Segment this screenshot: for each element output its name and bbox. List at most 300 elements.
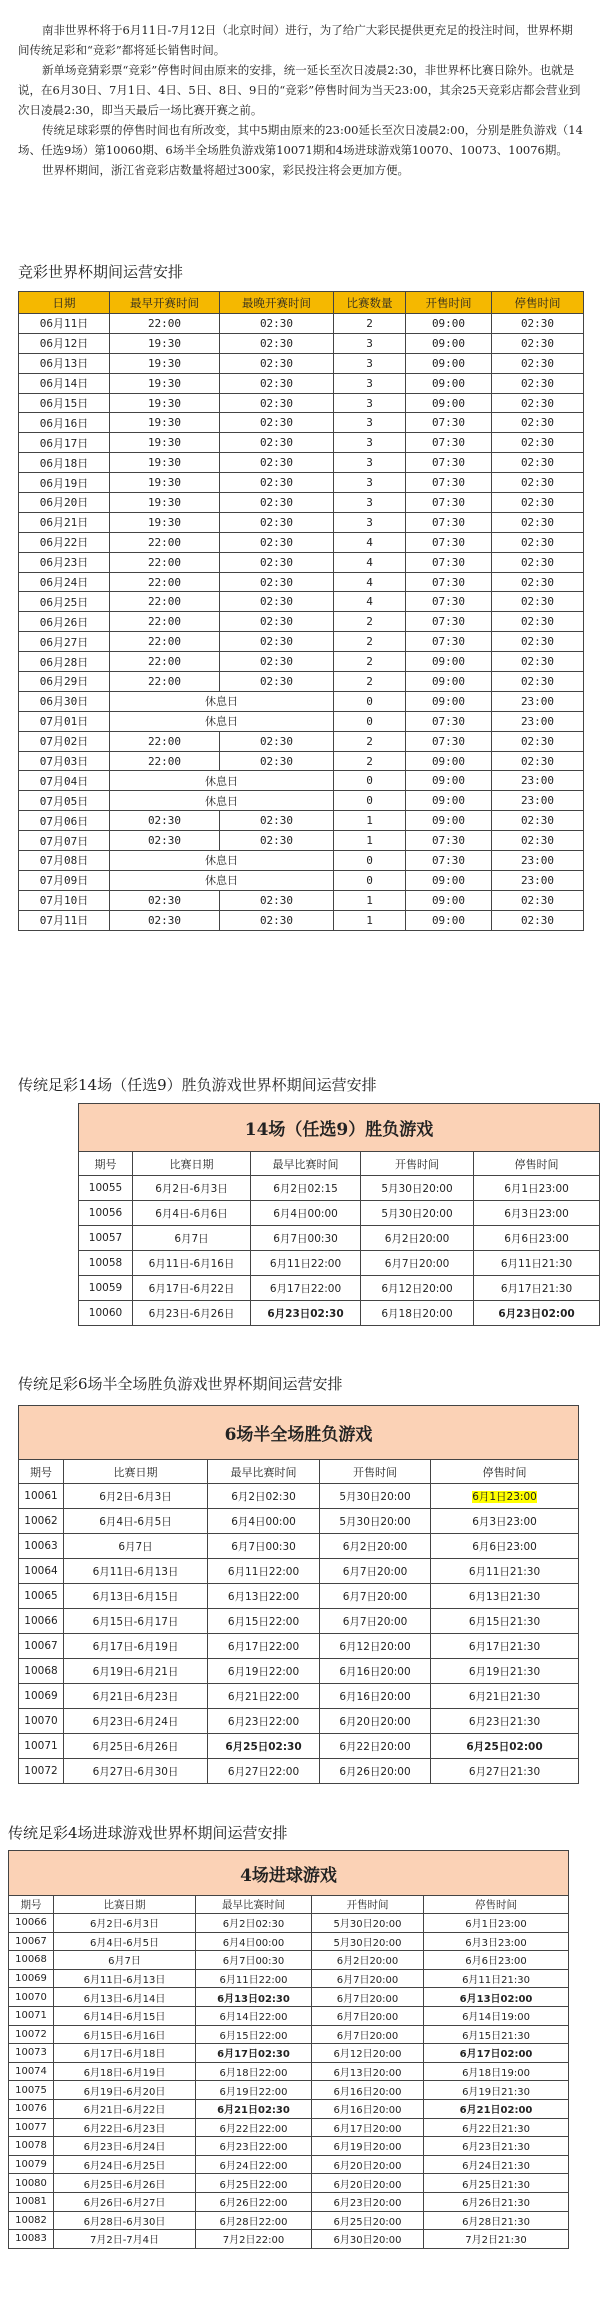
table-cell: 6月23日20:00	[312, 2192, 424, 2211]
table-cell: 02:30	[492, 751, 584, 771]
table-cell: 6月18日19:00	[424, 2062, 569, 2081]
intro-paragraph: 传统足球彩票的停售时间也有所改变，其中5期由原来的23:00延长至次日凌晨2:00，分别是胜负游戏（14场、任选9场）第10060期、6场半全场胜负游戏第10071期和4场进球游戏第10070、10073、10076期。	[18, 123, 583, 157]
table-row	[19, 1759, 579, 1784]
table-row	[9, 2211, 569, 2230]
column-header: 停售时间	[424, 1896, 569, 1914]
table-cell: 07月04日	[19, 771, 110, 791]
table-cell: 6月14日22:00	[196, 2006, 312, 2025]
table-cell: 6月22日20:00	[320, 1734, 431, 1759]
column-header: 停售时间	[492, 292, 584, 314]
table-cell: 19:30	[110, 353, 220, 373]
table-cell: 02:30	[492, 632, 584, 652]
table-cell: 6月11日-6月13日	[54, 1969, 196, 1988]
table-cell: 19:30	[110, 433, 220, 453]
table-cell: 02:30	[492, 473, 584, 493]
table-cell: 07:30	[406, 851, 492, 871]
table-row	[19, 572, 584, 592]
table-cell: 22:00	[110, 632, 220, 652]
table-cell: 23:00	[492, 691, 584, 711]
table-cell: 3	[334, 433, 406, 453]
table-cell: 6月20日20:00	[320, 1709, 431, 1734]
table-cell: 10060	[79, 1301, 133, 1326]
table-cell: 10061	[19, 1484, 64, 1509]
table-cell: 6月17日02:00	[424, 2044, 569, 2063]
table-title: 6场半全场胜负游戏	[19, 1406, 579, 1460]
table-row	[19, 1484, 579, 1509]
table-cell: 6月27日-6月30日	[64, 1759, 208, 1784]
table-cell: 6月17日21:30	[431, 1634, 579, 1659]
table-row	[19, 552, 584, 572]
table-cell: 02:30	[220, 314, 334, 334]
table-cell: 10079	[9, 2155, 54, 2174]
table-row	[9, 2137, 569, 2156]
table-cell: 02:30	[220, 831, 334, 851]
table-cell: 10056	[79, 1201, 133, 1226]
table-cell: 09:00	[406, 393, 492, 413]
table-cell: 6月22日-6月23日	[54, 2118, 196, 2137]
table-cell: 09:00	[406, 870, 492, 890]
table-cell: 6月4日-6月6日	[133, 1201, 251, 1226]
table-cell: 06月26日	[19, 612, 110, 632]
section-title-14-games: 传统足彩14场（任选9）胜负游戏世界杯期间运营安排	[18, 1076, 377, 1094]
table-row	[19, 851, 584, 871]
table-cell: 02:30	[220, 532, 334, 552]
table-cell: 6月12日20:00	[361, 1276, 474, 1301]
table-row	[19, 771, 584, 791]
table-cell: 6月23日-6月24日	[54, 2137, 196, 2156]
table-row	[19, 1509, 579, 1534]
table-cell: 02:30	[492, 652, 584, 672]
table-cell: 02:30	[492, 910, 584, 930]
table-cell: 6月15日-6月17日	[64, 1609, 208, 1634]
column-header: 开售时间	[361, 1152, 474, 1176]
table-cell: 22:00	[110, 552, 220, 572]
table-cell: 02:30	[492, 811, 584, 831]
table-cell: 6月11日21:30	[431, 1559, 579, 1584]
table-cell: 02:30	[220, 890, 334, 910]
table-cell: 6月13日02:30	[196, 1988, 312, 2007]
table-cell: 6月11日21:30	[424, 1969, 569, 1988]
table-cell: 2	[334, 652, 406, 672]
table-cell: 2	[334, 632, 406, 652]
table-row	[19, 811, 584, 831]
table-cell: 02:30	[492, 672, 584, 692]
table-cell: 02:30	[492, 493, 584, 513]
table-cell: 0	[334, 870, 406, 890]
table-row	[19, 512, 584, 532]
table-cell: 3	[334, 473, 406, 493]
table-cell: 02:30	[110, 910, 220, 930]
table-cell: 6月25日-6月26日	[54, 2174, 196, 2193]
table-cell: 06月30日	[19, 691, 110, 711]
table-cell: 06月20日	[19, 493, 110, 513]
table-cell: 6月17日-6月18日	[54, 2044, 196, 2063]
table-cell: 22:00	[110, 731, 220, 751]
table-row	[19, 1584, 579, 1609]
table-cell: 6月17日02:30	[196, 2044, 312, 2063]
table-cell: 02:30	[220, 592, 334, 612]
table-cell: 6月7日20:00	[320, 1609, 431, 1634]
table-cell: 23:00	[492, 711, 584, 731]
table-cell: 0	[334, 691, 406, 711]
table-cell: 02:30	[220, 672, 334, 692]
table-row	[19, 1559, 579, 1584]
table-cell: 10057	[79, 1226, 133, 1251]
table-cell: 6月22日21:30	[424, 2118, 569, 2137]
table-row	[9, 2118, 569, 2137]
table-cell: 6月25日20:00	[312, 2211, 424, 2230]
table-cell: 6月7日20:00	[312, 1988, 424, 2007]
table-cell: 5月30日20:00	[320, 1509, 431, 1534]
table-cell: 09:00	[406, 691, 492, 711]
table-cell: 02:30	[220, 512, 334, 532]
table-cell: 10083	[9, 2230, 54, 2249]
table-cell: 3	[334, 393, 406, 413]
table-cell: 3	[334, 333, 406, 353]
table-cell: 6月23日21:30	[431, 1709, 579, 1734]
column-header: 最早开赛时间	[110, 292, 220, 314]
table-cell: 10069	[9, 1969, 54, 1988]
table-cell: 6月25日-6月26日	[64, 1734, 208, 1759]
table-cell: 6月18日22:00	[196, 2062, 312, 2081]
table-cell: 6月23日-6月24日	[64, 1709, 208, 1734]
table-cell: 07:30	[406, 453, 492, 473]
table-row	[9, 1951, 569, 1970]
table-cell: 6月17日-6月22日	[133, 1276, 251, 1301]
column-header: 最早比赛时间	[208, 1460, 320, 1484]
table-cell: 22:00	[110, 592, 220, 612]
table-row	[9, 1914, 569, 1933]
table-cell: 07:30	[406, 572, 492, 592]
table-cell: 06月12日	[19, 333, 110, 353]
table-cell: 6月2日-6月3日	[54, 1914, 196, 1933]
table-cell: 6月18日20:00	[361, 1301, 474, 1326]
table-cell: 6月26日21:30	[424, 2192, 569, 2211]
table-cell: 6月15日21:30	[431, 1609, 579, 1634]
table-cell: 07:30	[406, 532, 492, 552]
table-cell: 6月21日22:00	[208, 1684, 320, 1709]
table-cell: 6月19日-6月21日	[64, 1659, 208, 1684]
table-cell: 1	[334, 890, 406, 910]
table-cell: 09:00	[406, 791, 492, 811]
table-cell: 19:30	[110, 473, 220, 493]
table-cell: 6月11日22:00	[251, 1251, 361, 1276]
table-cell: 7月2日21:30	[424, 2230, 569, 2249]
table-cell: 6月24日22:00	[196, 2155, 312, 2174]
table-cell: 06月14日	[19, 373, 110, 393]
table-cell: 02:30	[492, 731, 584, 751]
table-cell: 6月2日20:00	[312, 1951, 424, 1970]
column-header: 比赛日期	[54, 1896, 196, 1914]
table-cell: 06月28日	[19, 652, 110, 672]
table-cell: 6月17日22:00	[208, 1634, 320, 1659]
table-cell: 02:30	[492, 333, 584, 353]
table-cell: 6月25日21:30	[424, 2174, 569, 2193]
table-cell: 6月2日-6月3日	[64, 1484, 208, 1509]
table-row	[19, 870, 584, 890]
table-cell: 06月13日	[19, 353, 110, 373]
table-cell: 02:30	[220, 632, 334, 652]
table-cell: 07:30	[406, 731, 492, 751]
table-row	[19, 433, 584, 453]
table-cell: 6月7日	[64, 1534, 208, 1559]
table-cell: 10063	[19, 1534, 64, 1559]
table-row	[19, 890, 584, 910]
table-cell: 4	[334, 592, 406, 612]
table-cell: 6月4日00:00	[208, 1509, 320, 1534]
table-cell: 6月19日20:00	[312, 2137, 424, 2156]
table-cell: 休息日	[110, 851, 334, 871]
table-cell: 0	[334, 791, 406, 811]
table-cell: 07:30	[406, 592, 492, 612]
table-cell: 06月11日	[19, 314, 110, 334]
table-cell: 10071	[19, 1734, 64, 1759]
table-cell: 22:00	[110, 751, 220, 771]
table-cell: 6月11日22:00	[196, 1969, 312, 1988]
table-cell: 06月27日	[19, 632, 110, 652]
table-cell: 06月25日	[19, 592, 110, 612]
table-row	[9, 2155, 569, 2174]
table-cell: 4	[334, 572, 406, 592]
table-cell: 6月11日-6月16日	[133, 1251, 251, 1276]
table-row	[19, 711, 584, 731]
table-cell: 5月30日20:00	[312, 1932, 424, 1951]
table-row	[19, 493, 584, 513]
table-cell: 10075	[9, 2081, 54, 2100]
table-cell: 06月22日	[19, 532, 110, 552]
table-cell: 2	[334, 731, 406, 751]
table-cell: 02:30	[220, 473, 334, 493]
table-row	[19, 910, 584, 930]
table-row	[19, 751, 584, 771]
table-cell: 6月2日02:30	[196, 1914, 312, 1933]
table-cell: 6月15日-6月16日	[54, 2025, 196, 2044]
table-row	[19, 791, 584, 811]
table-cell: 19:30	[110, 373, 220, 393]
table-row	[19, 592, 584, 612]
table-cell: 6月7日20:00	[320, 1559, 431, 1584]
table-row	[9, 2081, 569, 2100]
table-cell: 02:30	[220, 731, 334, 751]
table-cell: 09:00	[406, 910, 492, 930]
table-cell: 22:00	[110, 572, 220, 592]
table-cell: 0	[334, 851, 406, 871]
table-cell: 02:30	[220, 453, 334, 473]
table-row	[19, 831, 584, 851]
column-header: 停售时间	[474, 1152, 600, 1176]
table-row	[19, 1659, 579, 1684]
table-cell: 6月16日20:00	[312, 2099, 424, 2118]
table-row	[19, 353, 584, 373]
table-cell: 6月2日-6月3日	[133, 1176, 251, 1201]
table-cell: 2	[334, 672, 406, 692]
table-cell: 10082	[9, 2211, 54, 2230]
6-games-table	[18, 1405, 579, 1784]
table-cell: 10067	[9, 1932, 54, 1951]
table-cell: 02:30	[220, 910, 334, 930]
table-cell: 10068	[19, 1659, 64, 1684]
table-cell: 06月24日	[19, 572, 110, 592]
table-cell: 02:30	[492, 552, 584, 572]
table-cell: 6月21日-6月23日	[64, 1684, 208, 1709]
table-cell: 19:30	[110, 512, 220, 532]
table-cell: 6月11日21:30	[474, 1251, 600, 1276]
table-cell: 6月3日23:00	[424, 1932, 569, 1951]
table-cell: 19:30	[110, 393, 220, 413]
table-row	[19, 1734, 579, 1759]
table-cell: 10059	[79, 1276, 133, 1301]
table-cell: 10071	[9, 2006, 54, 2025]
table-row	[19, 1609, 579, 1634]
table-cell: 10070	[19, 1709, 64, 1734]
table-cell: 02:30	[492, 413, 584, 433]
table-cell: 10080	[9, 2174, 54, 2193]
table-cell: 6月25日22:00	[196, 2174, 312, 2193]
table-cell: 6月1日23:00	[474, 1176, 600, 1201]
table-cell: 6月17日21:30	[474, 1276, 600, 1301]
table-cell: 7月2日22:00	[196, 2230, 312, 2249]
table-cell: 02:30	[492, 612, 584, 632]
table-cell: 02:30	[220, 413, 334, 433]
table-cell: 6月13日-6月15日	[64, 1584, 208, 1609]
table-cell: 6月19日-6月20日	[54, 2081, 196, 2100]
table-cell: 6月15日21:30	[424, 2025, 569, 2044]
table-cell: 6月21日02:30	[196, 2099, 312, 2118]
table-cell: 6月13日02:00	[424, 1988, 569, 2007]
table-cell: 02:30	[220, 393, 334, 413]
table-cell: 07:30	[406, 413, 492, 433]
table-cell: 6月7日20:00	[312, 1969, 424, 1988]
table-row	[9, 1969, 569, 1988]
table-cell: 10062	[19, 1509, 64, 1534]
table-row	[79, 1251, 600, 1276]
table-cell: 6月18日-6月19日	[54, 2062, 196, 2081]
table-cell: 6月23日02:00	[474, 1301, 600, 1326]
table-cell: 5月30日20:00	[312, 1914, 424, 1933]
table-row	[19, 1634, 579, 1659]
table-row	[9, 2174, 569, 2193]
column-header: 最早比赛时间	[251, 1152, 361, 1176]
table-cell: 23:00	[492, 791, 584, 811]
table-row	[9, 2006, 569, 2025]
table-cell: 6月6日23:00	[474, 1226, 600, 1251]
table-cell: 6月28日22:00	[196, 2211, 312, 2230]
table-cell: 6月3日23:00	[474, 1201, 600, 1226]
table-cell: 5月30日20:00	[320, 1484, 431, 1509]
table-cell: 6月22日22:00	[196, 2118, 312, 2137]
jingcai-schedule-table	[18, 291, 584, 931]
table-cell: 6月19日22:00	[196, 2081, 312, 2100]
table-cell: 6月13日22:00	[208, 1584, 320, 1609]
table-cell: 07月03日	[19, 751, 110, 771]
table-cell: 02:30	[492, 532, 584, 552]
table-cell: 06月29日	[19, 672, 110, 692]
table-cell: 19:30	[110, 493, 220, 513]
table-cell: 休息日	[110, 870, 334, 890]
intro-paragraph: 南非世界杯将于6月11日-7月12日（北京时间）进行，为了给广大彩民提供更充足的投注时间，世界杯期间传统足彩和“竞彩”都将延长销售时间。	[18, 23, 573, 57]
table-cell: 07月08日	[19, 851, 110, 871]
table-cell: 6月28日-6月30日	[54, 2211, 196, 2230]
table-cell: 6月21日02:00	[424, 2099, 569, 2118]
table-cell: 6月4日00:00	[196, 1932, 312, 1951]
table-cell: 07月01日	[19, 711, 110, 731]
table-cell: 10064	[19, 1559, 64, 1584]
table-cell: 02:30	[220, 373, 334, 393]
table-cell: 5月30日20:00	[361, 1201, 474, 1226]
table-cell: 6月4日-6月5日	[54, 1932, 196, 1951]
table-row	[9, 2099, 569, 2118]
table-row	[19, 473, 584, 493]
table-cell: 6月7日20:00	[320, 1584, 431, 1609]
section-title-jingcai: 竞彩世界杯期间运营安排	[18, 263, 184, 281]
table-cell: 6月16日20:00	[320, 1659, 431, 1684]
column-header: 日期	[19, 292, 110, 314]
table-row	[19, 1534, 579, 1559]
table-cell: 02:30	[220, 333, 334, 353]
column-header: 期号	[9, 1896, 54, 1914]
table-cell: 3	[334, 353, 406, 373]
table-cell: 5月30日20:00	[361, 1176, 474, 1201]
table-cell: 07月09日	[19, 870, 110, 890]
table-row	[19, 532, 584, 552]
table-cell: 10068	[9, 1951, 54, 1970]
table-cell: 10055	[79, 1176, 133, 1201]
table-cell: 6月3日23:00	[431, 1509, 579, 1534]
table-cell: 02:30	[492, 453, 584, 473]
table-cell: 6月25日02:30	[208, 1734, 320, 1759]
table-row	[19, 393, 584, 413]
table-row	[9, 2044, 569, 2063]
table-cell: 6月25日02:00	[431, 1734, 579, 1759]
table-cell: 10073	[9, 2044, 54, 2063]
table-cell: 1	[334, 910, 406, 930]
table-row	[9, 2192, 569, 2211]
table-cell: 07:30	[406, 552, 492, 572]
table-cell: 6月15日22:00	[208, 1609, 320, 1634]
table-cell: 06月18日	[19, 453, 110, 473]
table-cell: 09:00	[406, 373, 492, 393]
table-cell: 07:30	[406, 433, 492, 453]
table-row	[19, 453, 584, 473]
table-cell: 02:30	[220, 552, 334, 572]
table-cell: 06月16日	[19, 413, 110, 433]
table-cell: 3	[334, 453, 406, 473]
table-cell: 22:00	[110, 532, 220, 552]
table-cell: 4	[334, 532, 406, 552]
table-cell: 6月13日20:00	[312, 2062, 424, 2081]
table-cell: 10074	[9, 2062, 54, 2081]
table-row	[9, 2025, 569, 2044]
table-cell: 6月15日22:00	[196, 2025, 312, 2044]
table-cell: 02:30	[492, 831, 584, 851]
column-header: 开售时间	[320, 1460, 431, 1484]
table-cell: 07:30	[406, 473, 492, 493]
table-cell: 6月23日-6月26日	[133, 1301, 251, 1326]
table-cell: 07月02日	[19, 731, 110, 751]
table-cell: 10078	[9, 2137, 54, 2156]
table-cell: 07:30	[406, 612, 492, 632]
table-cell: 6月28日21:30	[424, 2211, 569, 2230]
table-row	[79, 1301, 600, 1326]
table-row	[9, 2230, 569, 2249]
table-cell: 02:30	[110, 890, 220, 910]
table-cell: 0	[334, 711, 406, 731]
table-cell: 6月20日20:00	[312, 2155, 424, 2174]
table-cell: 6月16日20:00	[312, 2081, 424, 2100]
4-goals-table	[8, 1850, 569, 2249]
table-cell: 休息日	[110, 771, 334, 791]
table-cell: 6月19日21:30	[431, 1659, 579, 1684]
